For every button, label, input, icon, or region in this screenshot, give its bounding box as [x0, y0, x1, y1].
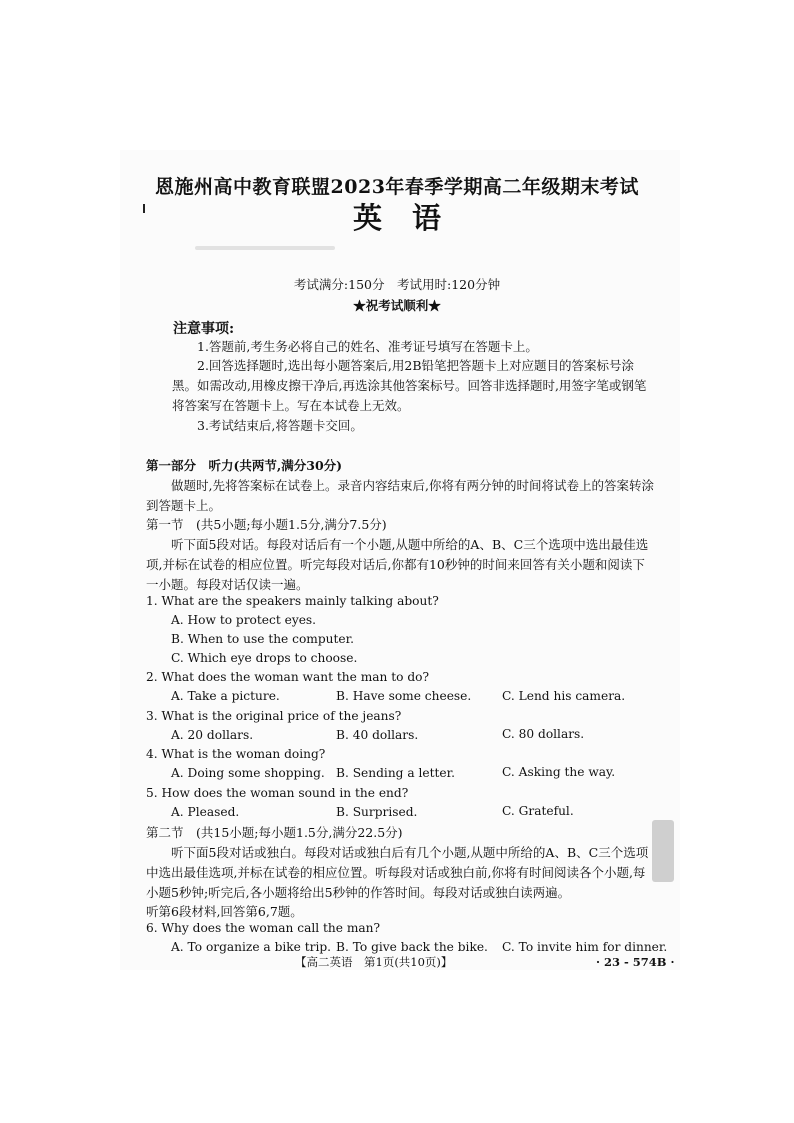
exam-title: 恩施州高中教育联盟2023年春季学期高二年级期末考试 — [155, 176, 639, 198]
question-option: B. When to use the computer. — [171, 632, 354, 646]
section1-instruction: 听下面5段对话。每段对话后有一个小题,从题中所给的A、B、C三个选项中选出最佳选项,并标在试卷的相应位置。听完每段对话后,你都有10秒钟的时间来回答有关小题和阅读下一小题。每段对话仅读一遍。 — [146, 537, 649, 592]
note-item-3: 3.考试结束后,将答题卡交回。 — [197, 418, 363, 433]
section1-heading: 第一节 (共5小题;每小题1.5分,满分7.5分) — [146, 517, 387, 532]
question-stem: 4. What is the woman doing? — [146, 747, 326, 761]
question-option: A. Pleased. — [171, 805, 240, 819]
question-stem: 1. What are the speakers mainly talking about? — [146, 594, 439, 608]
exam-meta: 考试满分:150分 考试用时:120分钟 — [293, 277, 501, 292]
question-option: B. Sending a letter. — [336, 766, 455, 780]
question-option: A. How to protect eyes. — [171, 613, 317, 627]
question-option: C. 80 dollars. — [502, 727, 585, 741]
note-item-2: 2.回答选择题时,选出每小题答案后,用2B铅笔把答题卡上对应题目的答案标号涂黑。如需改动,用橡皮擦干净后,再选涂其他答案标号。回答非选择题时,用签字笔或钢笔将答案写在答题卡上。写在本试卷上无效。 — [172, 358, 647, 413]
question-option: C. Lend his camera. — [502, 689, 626, 703]
material-6-line: 听第6段材料,回答第6,7题。 — [146, 904, 303, 919]
question-option: C. To invite him for dinner. — [502, 940, 668, 954]
question-option: C. Grateful. — [502, 804, 574, 818]
question-option: B. Have some cheese. — [336, 689, 472, 703]
good-luck-line: ★祝考试顺利★ — [353, 298, 441, 313]
question-option: A. To organize a bike trip. — [171, 940, 332, 954]
question-option: C. Which eye drops to choose. — [171, 651, 358, 665]
subject-title: 英语 — [352, 201, 471, 235]
question-stem: 6. Why does the woman call the man? — [146, 921, 381, 935]
part1-instruction: 做题时,先将答案标在试卷上。录音内容结束后,你将有两分钟的时间将试卷上的答案转涂到答题卡上。 — [146, 478, 654, 513]
question-stem: 5. How does the woman sound in the end? — [146, 786, 409, 800]
question-option: A. Take a picture. — [171, 689, 280, 703]
question-stem: 2. What does the woman want the man to do? — [146, 670, 430, 684]
section2-heading: 第二节 (共15小题;每小题1.5分,满分22.5分) — [146, 825, 403, 840]
note-item-1: 1.答题前,考生务必将自己的姓名、准考证号填写在答题卡上。 — [197, 339, 538, 354]
question-option: C. Asking the way. — [502, 765, 616, 779]
part1-heading: 第一部分 听力(共两节,满分30分) — [146, 458, 343, 473]
question-option: B. 40 dollars. — [336, 728, 419, 742]
question-stem: 3. What is the original price of the jeans? — [146, 709, 402, 723]
question-option: B. To give back the bike. — [336, 940, 488, 954]
page-footer: 【高二英语 第1页(共10页)】 — [295, 955, 453, 969]
paper-code: · 23 - 574B · — [596, 955, 675, 969]
section2-instruction: 听下面5段对话或独白。每段对话或独白后有几个小题,从题中所给的A、B、C三个选项中选出最佳选项,并标在试卷的相应位置。听每段对话或独白前,你将有时间阅读各个小题,每小题5秒钟;听完后,各小题将给出5秒钟的作答时间。每段对话或独白读两遍。 — [146, 845, 649, 900]
question-option: A. Doing some shopping. — [171, 766, 325, 780]
notes-title: 注意事项: — [173, 321, 235, 337]
scan-smudge — [195, 246, 335, 250]
question-option: B. Surprised. — [336, 805, 418, 819]
question-option: A. 20 dollars. — [171, 728, 254, 742]
